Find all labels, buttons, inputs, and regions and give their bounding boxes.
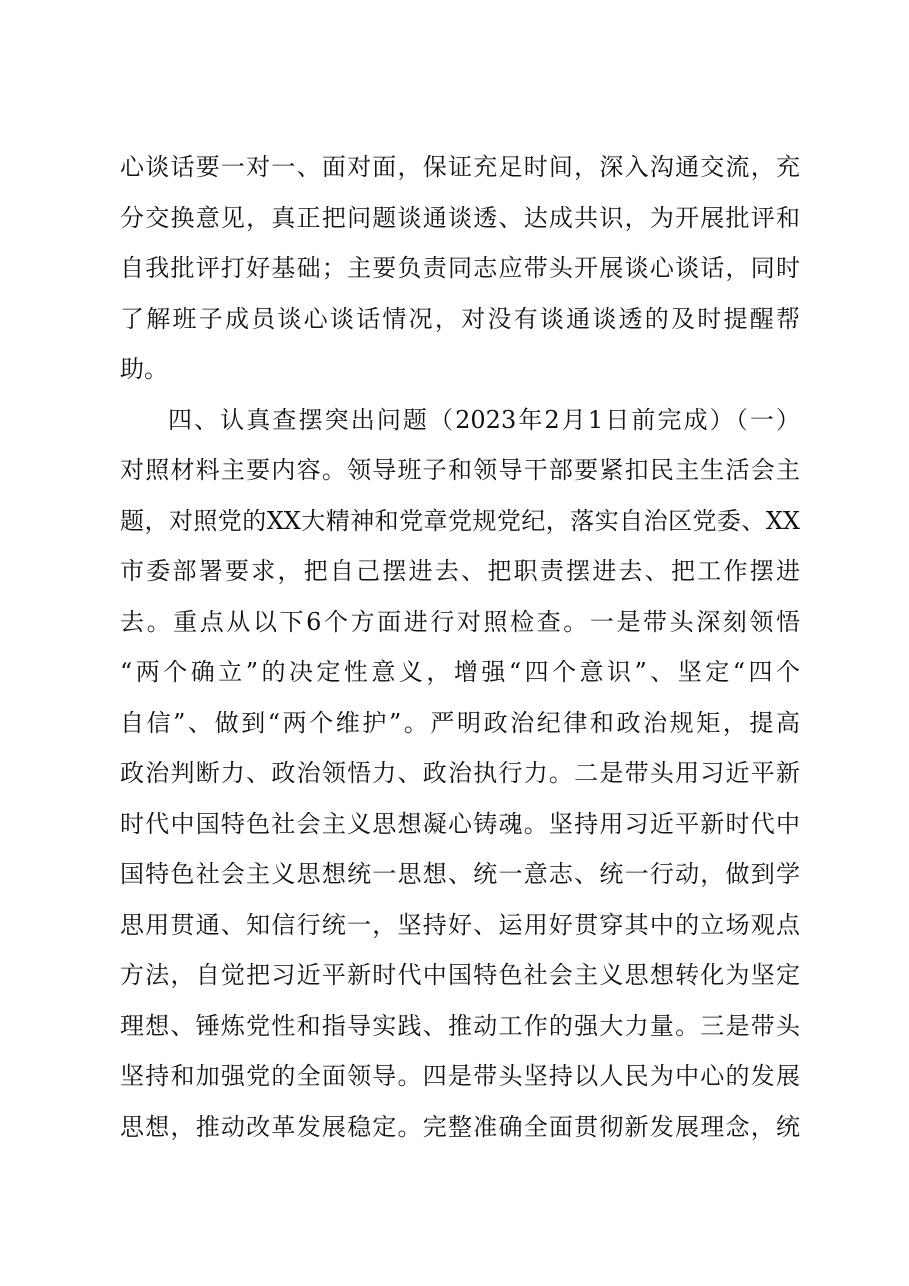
text-line: 市委部署要求，把自己摆进去、把职责摆进去、把工作摆进 [120, 557, 800, 585]
text-line: 分交换意见，真正把问题谈通谈透、达成共识，为开展批评和 [120, 203, 800, 232]
text-line: 去。重点从以下6个方面进行对照检查。一是带头深刻领悟 [120, 607, 800, 636]
text-line: 了解班子成员谈心谈话情况，对没有谈通谈透的及时提醒帮 [120, 304, 800, 333]
text-line: 国特色社会主义思想统一思想、统一意志、统一行动，做到学 [120, 860, 800, 888]
text-line: 方法，自觉把习近平新时代中国特色社会主义思想转化为坚定 [120, 961, 800, 989]
text-line: 思想，推动改革发展稳定。完整准确全面贯彻新发展理念，统 [120, 1112, 800, 1141]
text-line: 助。 [120, 355, 168, 383]
text-line: 思用贯通、知信行统一，坚持好、运用好贯穿其中的立场观点 [120, 910, 800, 939]
body-text [120, 142, 800, 1152]
text-line: 理想、锤炼党性和指导实践、推动工作的强大力量。三是带头 [120, 1011, 800, 1040]
section-heading-line: 四、认真查摆突出问题（2023年2月1日前完成）（一） [168, 405, 800, 434]
text-line: 题，对照党的XX大精神和党章党规党纪，落实自治区党委、XX [120, 506, 800, 535]
text-line: 政治判断力、政治领悟力、政治执行力。二是带头用习近平新 [120, 759, 800, 787]
text-line: 自信”、做到“两个维护”。严明政治纪律和政治规矩，提高 [120, 708, 800, 737]
text-line: “两个确立”的决定性意义，增强“四个意识”、坚定“四个 [120, 658, 800, 686]
text-line: 时代中国特色社会主义思想凝心铸魂。坚持用习近平新时代中 [120, 809, 800, 838]
text-line: 坚持和加强党的全面领导。四是带头坚持以人民为中心的发展 [120, 1062, 800, 1090]
text-line: 自我批评打好基础；主要负责同志应带头开展谈心谈话，同时 [120, 254, 800, 282]
text-line: 对照材料主要内容。领导班子和领导干部要紧扣民主生活会主 [120, 456, 800, 484]
text-line: 心谈话要一对一、面对面，保证充足时间，深入沟通交流，充 [120, 153, 800, 181]
